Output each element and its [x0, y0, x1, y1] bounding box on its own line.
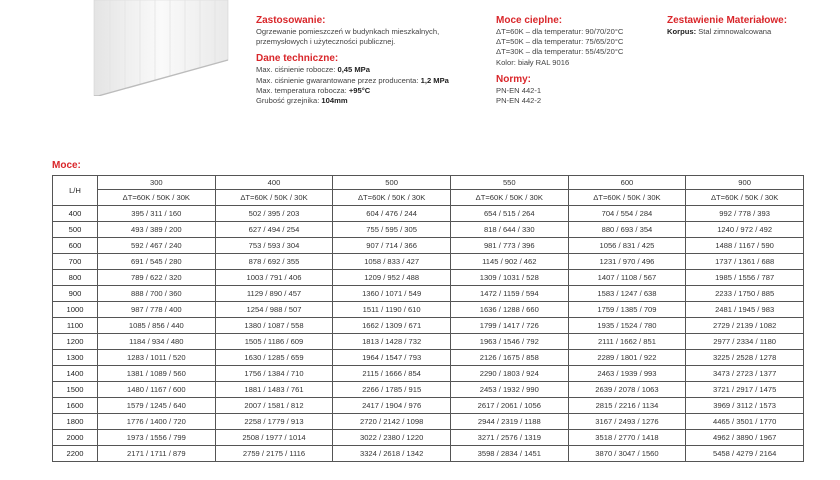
length-cell: 1000: [53, 302, 98, 318]
power-cell: 3473 / 2723 / 1377: [686, 366, 804, 382]
length-cell: 2000: [53, 430, 98, 446]
power-cell: 2759 / 2175 / 1116: [215, 446, 333, 462]
moce-line: ΔT=60K – dla temperatur: 90/70/20°C: [496, 27, 624, 36]
length-cell: 1600: [53, 398, 98, 414]
zastosowanie-line: Ogrzewanie pomieszczeń w budynkach mieszkalnych,: [256, 27, 440, 36]
power-cell: 2977 / 2334 / 1180: [686, 334, 804, 350]
power-cell: 1973 / 1556 / 799: [98, 430, 216, 446]
table-row: [53, 446, 804, 462]
length-cell: 400: [53, 206, 98, 222]
height-header: 600: [568, 176, 686, 190]
power-cell: 1488 / 1167 / 590: [686, 238, 804, 254]
table-row: [53, 334, 804, 350]
korpus-line: Korpus: Stal zimnowalcowana: [667, 27, 772, 36]
table-row: [53, 414, 804, 430]
power-cell: 755 / 595 / 305: [333, 222, 451, 238]
power-cell: 1056 / 831 / 425: [568, 238, 686, 254]
power-cell: 1380 / 1087 / 558: [215, 318, 333, 334]
power-cell: 2171 / 1711 / 879: [98, 446, 216, 462]
power-cell: 1636 / 1288 / 660: [450, 302, 568, 318]
power-cell: 2233 / 1750 / 885: [686, 286, 804, 302]
power-cell: 2007 / 1581 / 812: [215, 398, 333, 414]
length-cell: 900: [53, 286, 98, 302]
table-row: [53, 366, 804, 382]
power-cell: 2111 / 1662 / 851: [568, 334, 686, 350]
power-cell: 3870 / 3047 / 1560: [568, 446, 686, 462]
height-header: 900: [686, 176, 804, 190]
power-cell: 1759 / 1385 / 709: [568, 302, 686, 318]
norm-line: PN-EN 442-2: [496, 96, 542, 106]
delta-header: ΔT=60K / 50K / 30K: [450, 190, 568, 206]
power-cell: 3518 / 2770 / 1418: [568, 430, 686, 446]
power-cell: 4465 / 3501 / 1770: [686, 414, 804, 430]
materials-column: [667, 15, 787, 37]
zestawienie-heading: Zestawienie Materiałowe:: [667, 15, 788, 26]
kolor-line: Kolor: biały RAL 9016: [496, 57, 570, 67]
power-cell: 1813 / 1428 / 732: [333, 334, 451, 350]
power-cell: 1756 / 1384 / 710: [215, 366, 333, 382]
power-cell: 2729 / 2139 / 1082: [686, 318, 804, 334]
table-row: [53, 350, 804, 366]
spec-row: Max. ciśnienie robocze: 0,45 MPa: [256, 65, 370, 75]
length-cell: 1200: [53, 334, 98, 350]
power-cell: 1630 / 1285 / 659: [215, 350, 333, 366]
power-cell: 2463 / 1939 / 993: [568, 366, 686, 382]
delta-header: ΔT=60K / 50K / 30K: [215, 190, 333, 206]
spec-row: Max. temperatura robocza: +95°C: [256, 85, 371, 95]
power-cell: 3271 / 2576 / 1319: [450, 430, 568, 446]
power-cell: 1583 / 1247 / 638: [568, 286, 686, 302]
zastosowanie-line: przemysłowych i użyteczności publicznej.: [256, 37, 396, 47]
power-cell: 1737 / 1361 / 688: [686, 254, 804, 270]
spec-row: Grubość grzejnika: 104mm: [256, 96, 348, 106]
spec-row: Max. ciśnienie gwarantowane przez producenta: 1,2 MPa: [256, 75, 449, 85]
length-cell: 2200: [53, 446, 98, 462]
power-cell: 4962 / 3890 / 1967: [686, 430, 804, 446]
table-row: [53, 398, 804, 414]
power-cell: 2453 / 1932 / 990: [450, 382, 568, 398]
power-cell: 2289 / 1801 / 922: [568, 350, 686, 366]
power-cell: 3969 / 3112 / 1573: [686, 398, 804, 414]
length-cell: 500: [53, 222, 98, 238]
specs-column: [256, 15, 449, 106]
power-cell: 987 / 778 / 400: [98, 302, 216, 318]
power-cell: 753 / 593 / 304: [215, 238, 333, 254]
power-cell: 2258 / 1779 / 913: [215, 414, 333, 430]
length-cell: 1500: [53, 382, 98, 398]
delta-header: ΔT=60K / 50K / 30K: [568, 190, 686, 206]
power-cell: 2720 / 2142 / 1098: [333, 414, 451, 430]
power-cell: 1085 / 856 / 440: [98, 318, 216, 334]
power-cell: 627 / 494 / 254: [215, 222, 333, 238]
power-cell: 1511 / 1190 / 610: [333, 302, 451, 318]
power-cell: 992 / 778 / 393: [686, 206, 804, 222]
power-cell: 3022 / 2380 / 1220: [333, 430, 451, 446]
power-cell: 818 / 644 / 330: [450, 222, 568, 238]
power-cell: 395 / 311 / 160: [98, 206, 216, 222]
power-cell: 2126 / 1675 / 858: [450, 350, 568, 366]
table-row: [53, 222, 804, 238]
power-cell: 2115 / 1666 / 854: [333, 366, 451, 382]
power-cell: 981 / 773 / 396: [450, 238, 568, 254]
power-cell: 907 / 714 / 366: [333, 238, 451, 254]
height-header: 300: [98, 176, 216, 190]
power-cell: 2639 / 2078 / 1063: [568, 382, 686, 398]
table-row: [53, 302, 804, 318]
dane-techniczne-heading: Dane techniczne:: [256, 53, 339, 65]
power-cell: 1129 / 890 / 457: [215, 286, 333, 302]
table-row: [53, 318, 804, 334]
length-cell: 1800: [53, 414, 98, 430]
power-cell: 1184 / 934 / 480: [98, 334, 216, 350]
power-cell: 704 / 554 / 284: [568, 206, 686, 222]
power-cell: 878 / 692 / 355: [215, 254, 333, 270]
moce-title: Moce:: [52, 160, 81, 171]
power-cell: 3167 / 2493 / 1276: [568, 414, 686, 430]
power-cell: 3721 / 2917 / 1475: [686, 382, 804, 398]
power-cell: 1662 / 1309 / 671: [333, 318, 451, 334]
power-cell: 1309 / 1031 / 528: [450, 270, 568, 286]
power-cell: 1283 / 1011 / 520: [98, 350, 216, 366]
power-table: [52, 175, 804, 462]
moce-cieplne-heading: Moce cieplne:: [496, 15, 563, 26]
length-cell: 800: [53, 270, 98, 286]
power-cell: 1003 / 791 / 406: [215, 270, 333, 286]
power-cell: 1381 / 1089 / 560: [98, 366, 216, 382]
power-cell: 592 / 467 / 240: [98, 238, 216, 254]
power-cell: 1579 / 1245 / 640: [98, 398, 216, 414]
power-cell: 1799 / 1417 / 726: [450, 318, 568, 334]
power-cell: 3324 / 2618 / 1342: [333, 446, 451, 462]
power-cell: 1254 / 988 / 507: [215, 302, 333, 318]
table-row: [53, 286, 804, 302]
delta-header: ΔT=60K / 50K / 30K: [98, 190, 216, 206]
power-cell: 3225 / 2528 / 1278: [686, 350, 804, 366]
power-cell: 1776 / 1400 / 720: [98, 414, 216, 430]
power-cell: 888 / 700 / 360: [98, 286, 216, 302]
power-cell: 1231 / 970 / 496: [568, 254, 686, 270]
power-cell: 5458 / 4279 / 2164: [686, 446, 804, 462]
table-body: [53, 206, 804, 462]
radiator-image: [70, 0, 230, 96]
power-cell: 2290 / 1803 / 924: [450, 366, 568, 382]
height-header: 400: [215, 176, 333, 190]
moce-line: ΔT=50K – dla temperatur: 75/65/20°C: [496, 37, 624, 47]
height-header: 550: [450, 176, 568, 190]
height-header: 500: [333, 176, 451, 190]
power-cell: 3598 / 2834 / 1451: [450, 446, 568, 462]
power-cell: 1985 / 1556 / 787: [686, 270, 804, 286]
table-row: [53, 270, 804, 286]
power-cell: 1480 / 1167 / 600: [98, 382, 216, 398]
normy-heading: Normy:: [496, 73, 532, 85]
zastosowanie-heading: Zastosowanie:: [256, 15, 326, 26]
power-cell: 502 / 395 / 203: [215, 206, 333, 222]
power-cell: 789 / 622 / 320: [98, 270, 216, 286]
power-cell: 2481 / 1945 / 983: [686, 302, 804, 318]
length-cell: 700: [53, 254, 98, 270]
power-cell: 604 / 476 / 244: [333, 206, 451, 222]
table-row: [53, 206, 804, 222]
power-cell: 2617 / 2061 / 1056: [450, 398, 568, 414]
power-cell: 493 / 389 / 200: [98, 222, 216, 238]
delta-header: ΔT=60K / 50K / 30K: [686, 190, 804, 206]
power-cell: 1360 / 1071 / 549: [333, 286, 451, 302]
power-cell: 1505 / 1186 / 609: [215, 334, 333, 350]
delta-header: ΔT=60K / 50K / 30K: [333, 190, 451, 206]
power-cell: 2944 / 2319 / 1188: [450, 414, 568, 430]
corner-header: L/H: [53, 176, 98, 206]
power-cell: 1209 / 952 / 488: [333, 270, 451, 286]
power-cell: 2508 / 1977 / 1014: [215, 430, 333, 446]
length-cell: 600: [53, 238, 98, 254]
power-cell: 1881 / 1483 / 761: [215, 382, 333, 398]
table-row: [53, 254, 804, 270]
power-column: [496, 15, 623, 106]
power-cell: 1058 / 833 / 427: [333, 254, 451, 270]
power-cell: 880 / 693 / 354: [568, 222, 686, 238]
table-row: [53, 382, 804, 398]
power-cell: 2266 / 1785 / 915: [333, 382, 451, 398]
power-cell: 1145 / 902 / 462: [450, 254, 568, 270]
power-cell: 1964 / 1547 / 793: [333, 350, 451, 366]
table-row: [53, 238, 804, 254]
length-cell: 1400: [53, 366, 98, 382]
power-cell: 1407 / 1108 / 567: [568, 270, 686, 286]
power-cell: 1963 / 1546 / 792: [450, 334, 568, 350]
length-cell: 1100: [53, 318, 98, 334]
moce-line: ΔT=30K – dla temperatur: 55/45/20°C: [496, 47, 624, 57]
norm-line: PN-EN 442-1: [496, 85, 542, 95]
power-cell: 1240 / 972 / 492: [686, 222, 804, 238]
power-cell: 1935 / 1524 / 780: [568, 318, 686, 334]
power-cell: 691 / 545 / 280: [98, 254, 216, 270]
table-row: [53, 430, 804, 446]
power-cell: 1472 / 1159 / 594: [450, 286, 568, 302]
power-cell: 654 / 515 / 264: [450, 206, 568, 222]
power-cell: 2815 / 2216 / 1134: [568, 398, 686, 414]
power-cell: 2417 / 1904 / 976: [333, 398, 451, 414]
length-cell: 1300: [53, 350, 98, 366]
